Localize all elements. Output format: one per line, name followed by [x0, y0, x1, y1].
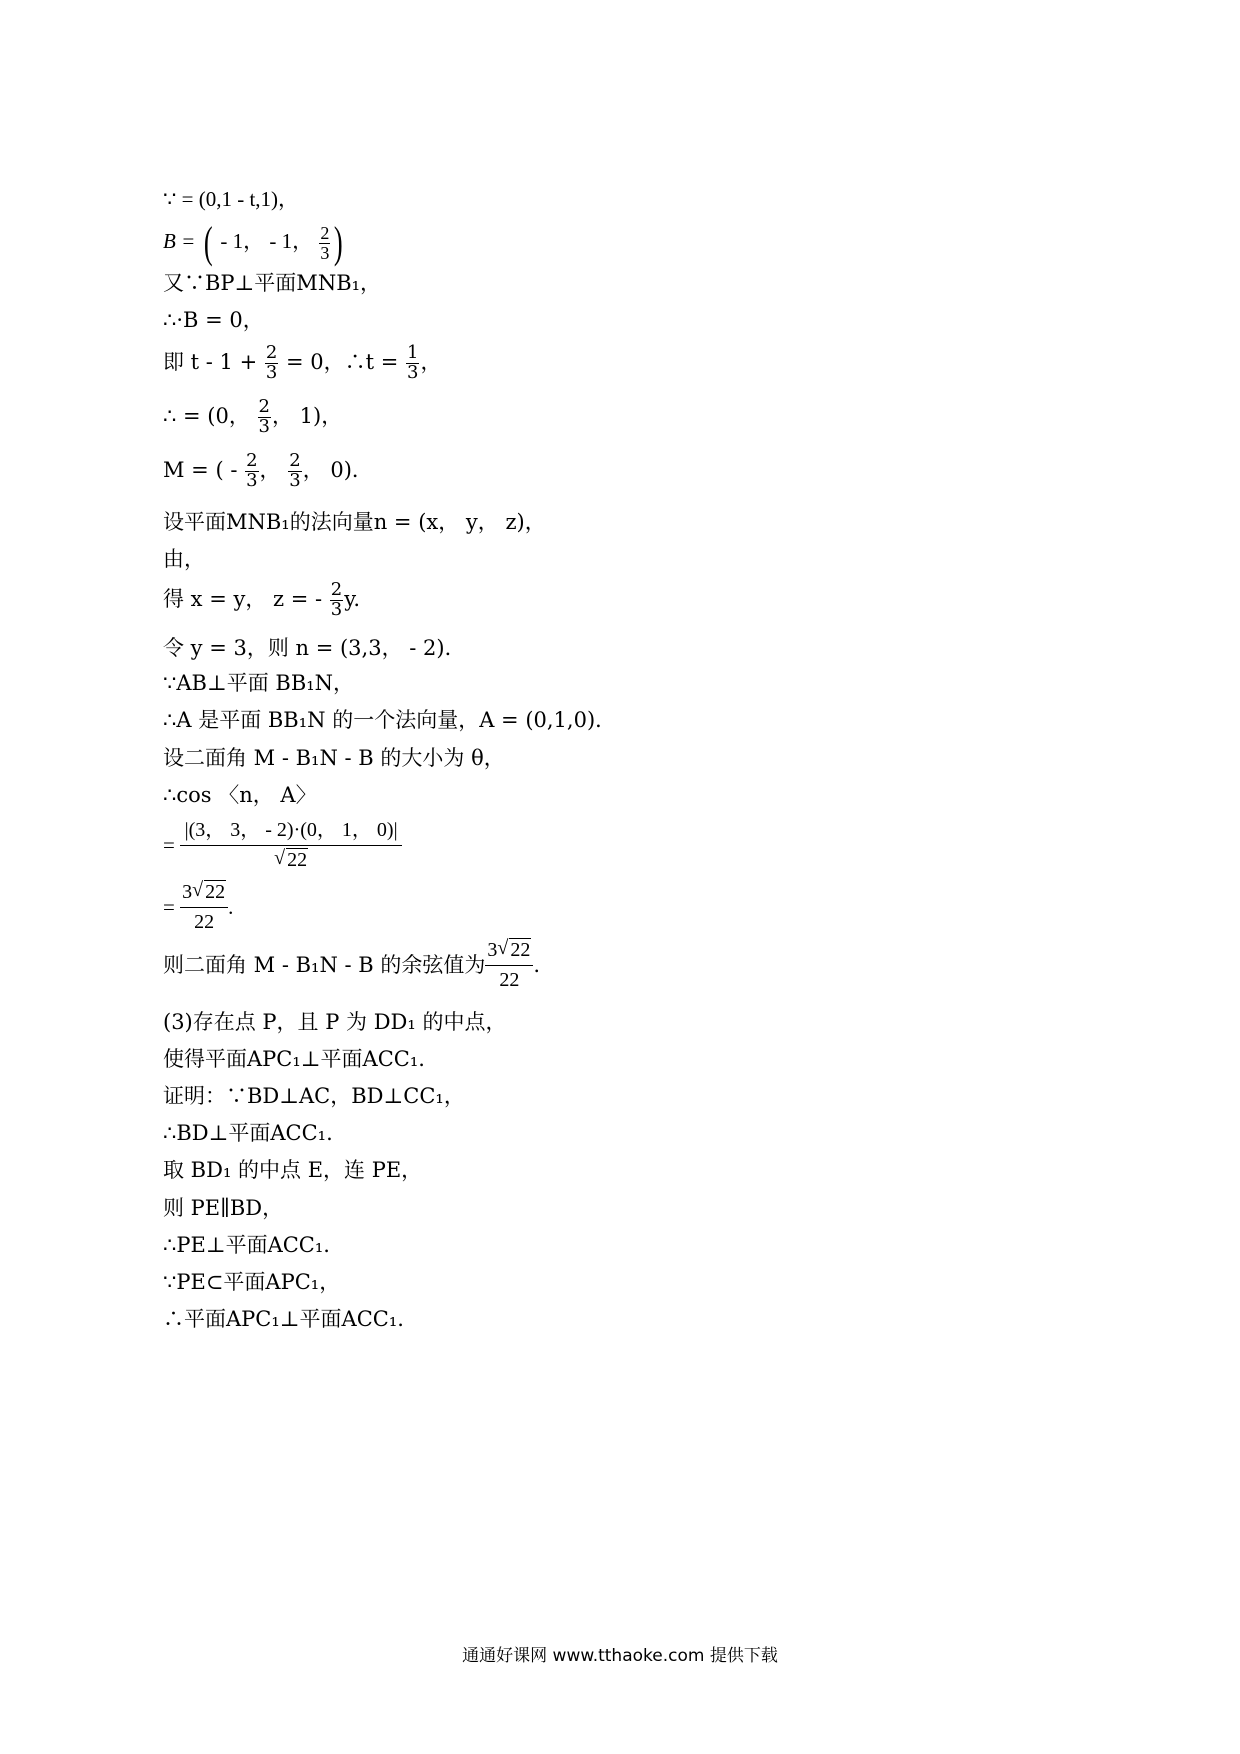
- text-fragment: 即 t - 1 +: [163, 349, 264, 374]
- text-line: [163, 880, 233, 935]
- text-fragment: 得 x = y， z = -: [163, 586, 329, 611]
- text-line: [163, 581, 360, 620]
- text-fragment: 则二面角 M - B₁N - B 的余弦值为: [163, 953, 486, 977]
- fraction-numerator: |(3， 3， - 2)·(0， 1， 0)|: [180, 818, 402, 846]
- fraction-denominator: 3: [246, 469, 258, 491]
- fraction-denominator: 3: [289, 469, 301, 491]
- equals-sign: =: [163, 895, 181, 919]
- text-line: 取 BD₁ 的中点 E，连 PE，: [163, 1158, 423, 1182]
- text-fragment: ， 0)．: [302, 457, 373, 482]
- fraction: [406, 344, 419, 383]
- text-line: 证明：∵BD⊥AC，BD⊥CC₁，: [163, 1084, 465, 1108]
- text-line: ∴cos 〈n， A〉: [163, 783, 317, 807]
- text-line: ∴·B = 0，: [163, 308, 264, 332]
- text-line: ∴A 是平面 BB₁N 的一个法向量，A = (0,1,0)．: [163, 708, 617, 732]
- fraction: [485, 938, 533, 993]
- fraction-numerator: 2: [265, 342, 278, 363]
- text-line: 设二面角 M - B₁N - B 的大小为 θ，: [163, 746, 505, 770]
- text-line: (3)存在点 P，且 P 为 DD₁ 的中点，: [163, 1010, 507, 1034]
- fraction-numerator: 2: [289, 450, 301, 471]
- fraction: [180, 818, 402, 873]
- text-line: ∵PE⊂平面APC₁，: [163, 1270, 341, 1294]
- radical-sign: √: [497, 937, 509, 959]
- text-fragment: ，: [420, 349, 442, 374]
- fraction: [288, 452, 301, 491]
- text-line: 则 PE∥BD，: [163, 1196, 284, 1220]
- fraction: [245, 452, 258, 491]
- text-line: [163, 344, 441, 383]
- square-root: [192, 880, 226, 905]
- text-line: [163, 938, 540, 993]
- text-fragment: ，: [259, 457, 288, 482]
- text-line: 设平面MNB₁的法向量n = (x， y， z)，: [163, 510, 546, 534]
- text-line: 由，: [163, 547, 205, 571]
- fraction: [265, 344, 278, 383]
- fraction-denominator: 3: [330, 598, 343, 620]
- fraction-denominator: 3: [258, 415, 270, 437]
- equals-sign: =: [163, 833, 181, 857]
- fraction-numerator: 1: [407, 342, 419, 363]
- text-line: 又∵BP⊥平面MNB₁，: [163, 271, 382, 295]
- fraction-denominator: [180, 846, 402, 873]
- fraction: [258, 398, 271, 437]
- square-root: [274, 848, 308, 873]
- coefficient: 3: [182, 881, 193, 903]
- text-line: [163, 218, 346, 267]
- text-fragment: ， 1)，: [272, 403, 343, 428]
- text-line: [163, 398, 342, 437]
- fraction-denominator: 3: [320, 242, 330, 263]
- fraction-numerator: 2: [320, 222, 330, 243]
- square-root: [497, 938, 531, 963]
- fraction-numerator: [180, 880, 228, 908]
- text-fragment: B =: [163, 228, 201, 253]
- text-fragment: = 0，∴t =: [279, 349, 406, 374]
- radical-sign: √: [192, 879, 204, 901]
- left-paren: (: [203, 218, 213, 267]
- fraction: [319, 224, 330, 263]
- text-fragment: - 1， - 1，: [215, 228, 319, 253]
- text-line: [163, 818, 402, 873]
- text-line: ∴PE⊥平面ACC₁.: [163, 1233, 330, 1257]
- text-fragment: M = ( -: [163, 457, 245, 482]
- text-line: 令 y = 3，则 n = (3,3， - 2)．: [163, 636, 466, 660]
- page-footer: 通通好课网 www.tthaoke.com 提供下载: [462, 1646, 778, 1666]
- text-line: ∴BD⊥平面ACC₁.: [163, 1121, 333, 1145]
- radicand: 22: [510, 939, 531, 961]
- text-fragment: .: [228, 895, 234, 919]
- radicand: 22: [205, 881, 226, 903]
- text-fragment: .: [533, 953, 541, 977]
- fraction-denominator: 3: [407, 361, 419, 383]
- fraction: [180, 880, 228, 935]
- coefficient: 3: [487, 939, 498, 961]
- text-line: ∴平面APC₁⊥平面ACC₁.: [163, 1307, 404, 1331]
- right-paren: ): [334, 218, 344, 267]
- fraction-denominator: 22: [194, 911, 215, 933]
- text-line: 使得平面APC₁⊥平面ACC₁.: [163, 1047, 425, 1071]
- text-line: ∵AB⊥平面 BB₁N，: [163, 671, 355, 695]
- fraction: [330, 581, 343, 620]
- fraction-numerator: 2: [246, 450, 258, 471]
- text-fragment: ∴ = (0，: [163, 403, 257, 428]
- text-fragment: y.: [344, 586, 360, 611]
- fraction-numerator: 2: [330, 579, 343, 600]
- fraction-denominator: 3: [265, 361, 278, 383]
- text-line: [163, 452, 373, 491]
- radicand: 22: [287, 849, 308, 871]
- fraction-numerator: [485, 938, 533, 966]
- text-line: ∵ = (0,1 - t,1)，: [163, 187, 300, 211]
- radical-sign: √: [274, 847, 286, 869]
- fraction-denominator: 22: [499, 969, 520, 991]
- fraction-numerator: 2: [258, 396, 270, 417]
